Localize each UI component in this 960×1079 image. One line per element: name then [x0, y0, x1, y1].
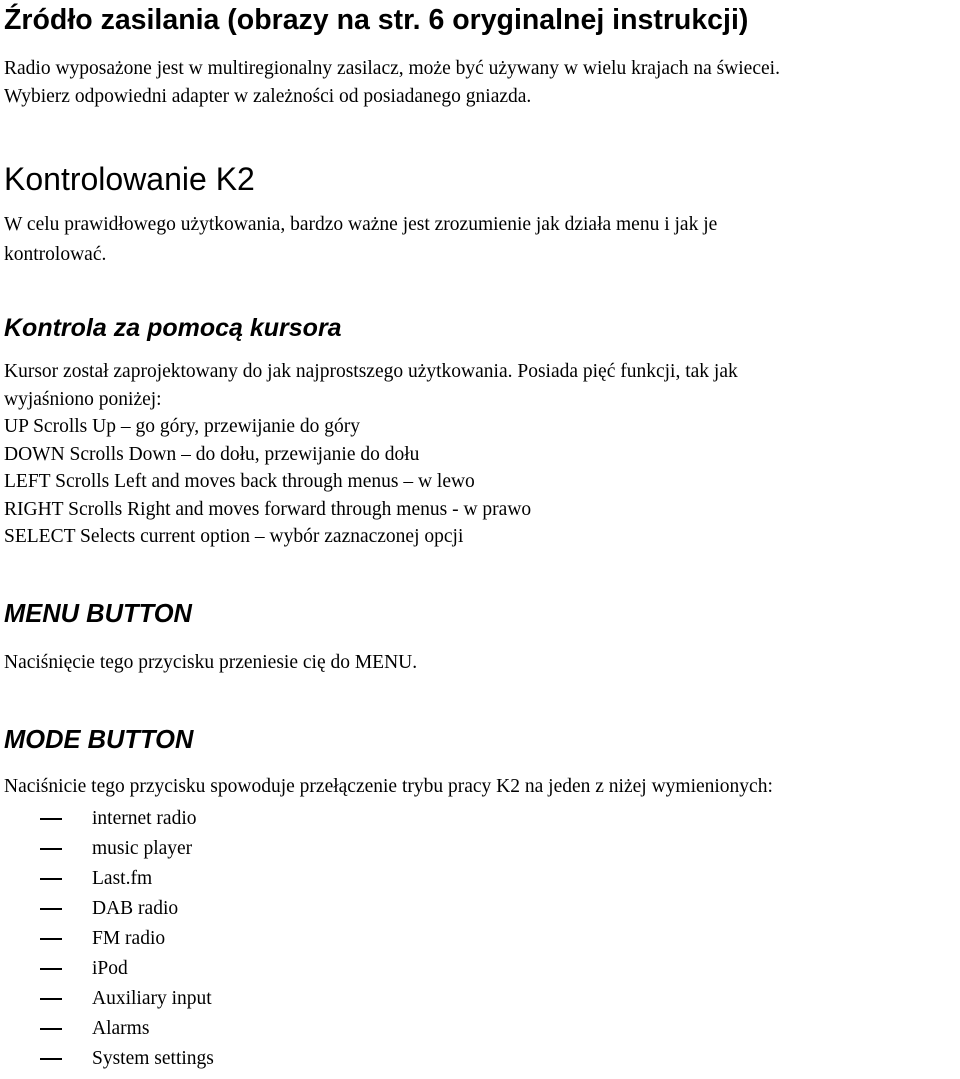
dash-bullet-icon [40, 998, 62, 1000]
menu-button-section-title: MENU BUTTON [4, 599, 192, 628]
mode-list [4, 804, 960, 1074]
mode-item-label: Alarms [92, 1017, 150, 1039]
document-page [0, 3, 960, 1079]
dash-bullet-icon [40, 908, 62, 910]
list-item [4, 864, 960, 894]
mode-item-label: FM radio [92, 927, 166, 949]
power-section-text [4, 55, 960, 111]
mode-item-label: System settings [92, 1047, 214, 1069]
cursor-section-text [4, 358, 960, 551]
cursor-section-title: Kontrola za pomocą kursora [4, 314, 342, 342]
cursor-text-line: wyjaśniono poniżej: [4, 388, 162, 410]
mode-item-label: Last.fm [92, 867, 153, 889]
cursor-function-left: LEFT Scrolls Left and moves back through menus – w lewo [4, 471, 475, 492]
k2-section-text [4, 210, 960, 270]
list-item [4, 894, 960, 924]
mode-button-section-text: Naciśnicie tego przycisku spowoduje przełączenie trybu pracy K2 na jeden z niżej wymienionych: [4, 775, 773, 797]
dash-bullet-icon [40, 968, 62, 970]
list-item [4, 804, 960, 834]
cursor-function-up: UP Scrolls Up – go góry, przewijanie do góry [4, 416, 360, 437]
list-item [4, 984, 960, 1014]
cursor-text-line: Kursor został zaprojektowany do jak najprostszego użytkowania. Posiada pięć funkcji, tak jak [4, 361, 738, 382]
power-section-title: Źródło zasilania (obrazy na str. 6 oryginalnej instrukcji) [4, 4, 749, 36]
dash-bullet-icon [40, 1028, 62, 1030]
list-item [4, 834, 960, 864]
dash-bullet-icon [40, 1058, 62, 1060]
list-item [4, 954, 960, 984]
power-text-line: Wybierz odpowiedni adapter w zależności od posiadanego gniazda. [4, 86, 532, 107]
dash-bullet-icon [40, 818, 62, 820]
cursor-function-down: DOWN Scrolls Down – do dołu, przewijanie do dołu [4, 443, 420, 465]
mode-item-label: Auxiliary input [92, 987, 212, 1009]
cursor-function-select: SELECT Selects current option – wybór zaznaczonej opcji [4, 526, 464, 547]
mode-item-label: internet radio [92, 807, 197, 829]
power-text-line: Radio wyposażone jest w multiregionalny zasilacz, może być używany w wielu krajach na świecei. [4, 58, 780, 79]
k2-text-line: kontrolować. [4, 244, 107, 265]
mode-item-label: music player [92, 837, 193, 859]
list-item [4, 1044, 960, 1074]
mode-button-section-title: MODE BUTTON [4, 725, 194, 754]
dash-bullet-icon [40, 938, 62, 940]
dash-bullet-icon [40, 878, 62, 880]
cursor-function-right: RIGHT Scrolls Right and moves forward through menus - w prawo [4, 498, 532, 520]
mode-item-label: iPod [92, 957, 128, 979]
menu-button-section-text: Naciśnięcie tego przycisku przeniesie cię do MENU. [4, 651, 418, 673]
list-item [4, 924, 960, 954]
k2-section-title: Kontrolowanie K2 [4, 161, 255, 197]
mode-item-label: DAB radio [92, 897, 179, 919]
dash-bullet-icon [40, 848, 62, 850]
k2-text-line: W celu prawidłowego użytkowania, bardzo ważne jest zrozumienie jak działa menu i jak je [4, 214, 718, 235]
list-item [4, 1014, 960, 1044]
